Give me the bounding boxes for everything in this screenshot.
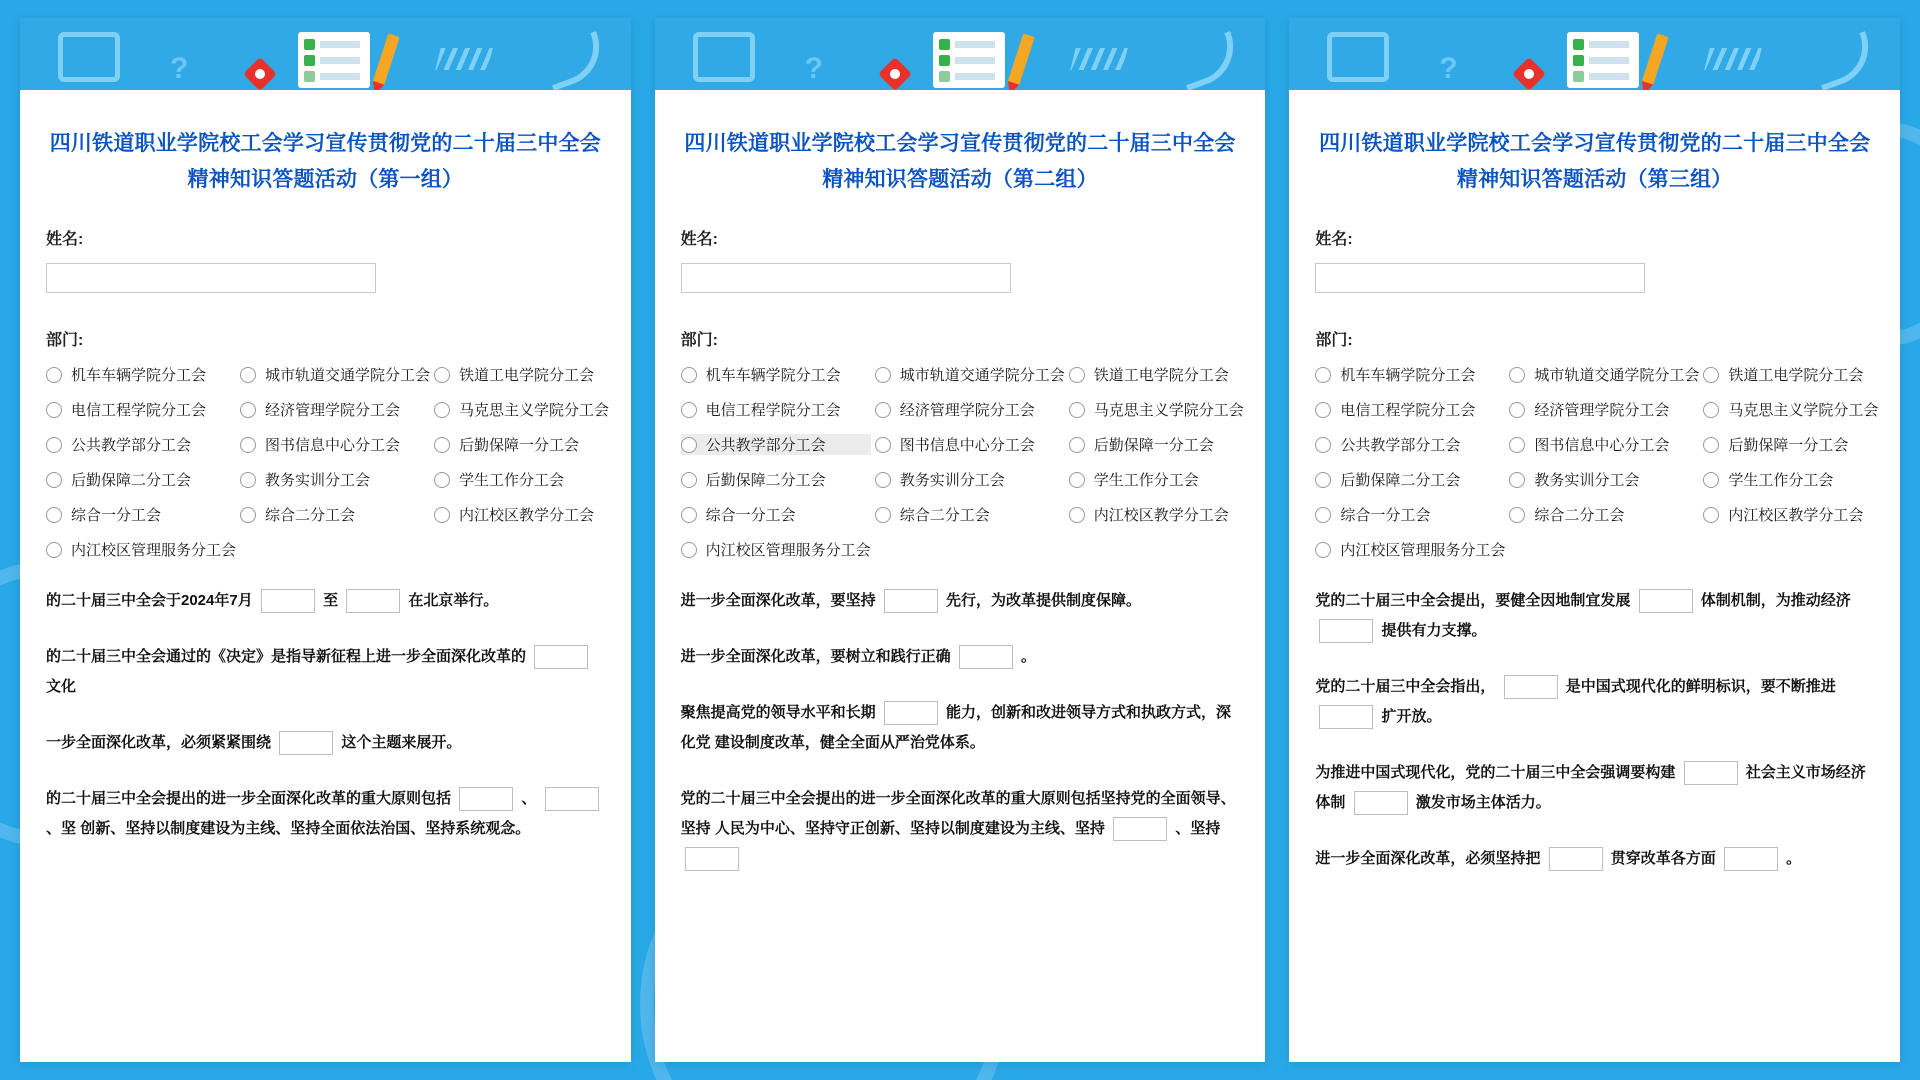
fill-blank-input[interactable] — [346, 589, 400, 613]
hatch-lines-icon — [1705, 48, 1762, 70]
question-text: 是中国式现代化的鲜明标识，要不断推进 — [1565, 678, 1836, 695]
radio-icon[interactable] — [1069, 437, 1085, 453]
radio-icon[interactable] — [240, 507, 256, 523]
page-title: 四川铁道职业学院校工会学习宣传贯彻党的二十届三中全会精神知识答题活动（第三组） — [1319, 132, 1871, 191]
fill-blank-input[interactable] — [1684, 761, 1738, 785]
dept-option-label: 综合一分工会 — [1340, 507, 1431, 524]
radio-icon[interactable] — [1703, 367, 1719, 383]
dept-option[interactable] — [681, 399, 871, 420]
dept-option[interactable] — [434, 469, 609, 490]
radio-icon[interactable] — [681, 402, 697, 418]
wave-icon — [1174, 31, 1245, 90]
radio-icon[interactable] — [1315, 472, 1331, 488]
dept-option-label: 学生工作分工会 — [1093, 472, 1199, 489]
fill-blank-input[interactable] — [279, 731, 333, 755]
dept-label: 部门: — [1315, 332, 1353, 349]
radio-icon[interactable] — [681, 472, 697, 488]
question-text: 提供有力支撑。 — [1381, 622, 1487, 639]
dept-option[interactable] — [1703, 434, 1878, 455]
question-text: 、坚持 — [1175, 820, 1221, 837]
dept-option-label: 学生工作分工会 — [459, 472, 565, 489]
dept-option-label: 机车车辆学院分工会 — [1340, 367, 1476, 384]
dept-option-label: 后勤保障一分工会 — [459, 437, 580, 454]
radio-icon[interactable] — [434, 402, 450, 418]
dept-option-label: 内江校区管理服务分工会 — [705, 542, 871, 559]
dept-option-label: 图书信息中心分工会 — [1534, 437, 1670, 454]
dept-option[interactable] — [1703, 504, 1878, 525]
question-item — [681, 784, 1240, 874]
question-item — [1315, 844, 1874, 874]
question-text: 党的二十届三中全会提出，要健全因地制宜发展 — [1315, 592, 1631, 609]
radio-icon[interactable] — [240, 402, 256, 418]
radio-icon[interactable] — [875, 402, 891, 418]
dept-option[interactable] — [240, 469, 430, 490]
question-text: 党的二十届三中全会指出， — [1315, 678, 1496, 695]
dept-option[interactable] — [1703, 399, 1878, 420]
dept-option-label: 内江校区教学分工会 — [1728, 507, 1864, 524]
question-mark-icon: ? — [170, 52, 189, 85]
dept-option-group — [681, 364, 1244, 560]
question-text: 激发市场主体活力。 — [1415, 794, 1551, 811]
dept-option[interactable] — [1069, 364, 1244, 385]
question-text: 创新、坚持以制度建设为主线、坚持全面依法治国、坚持系统观念。 — [80, 820, 531, 837]
fill-blank-input[interactable] — [884, 589, 938, 613]
question-item — [681, 642, 1240, 672]
dept-option-label: 马克思主义学院分工会 — [1093, 402, 1244, 419]
question-text: 、 — [521, 790, 537, 807]
radio-icon[interactable] — [1703, 472, 1719, 488]
red-diamond-icon — [878, 57, 912, 90]
page-title: 四川铁道职业学院校工会学习宣传贯彻党的二十届三中全会精神知识答题活动（第二组） — [684, 132, 1236, 191]
radio-icon[interactable] — [681, 437, 697, 453]
dept-option[interactable] — [681, 469, 871, 490]
dept-option-label: 马克思主义学院分工会 — [459, 402, 610, 419]
question-item — [1315, 758, 1874, 818]
pencil-icon — [1642, 33, 1669, 86]
dept-option-label: 教务实训分工会 — [265, 472, 371, 489]
dept-option-label: 教务实训分工会 — [899, 472, 1005, 489]
radio-icon[interactable] — [1315, 542, 1331, 558]
dept-option-label: 铁道工电学院分工会 — [459, 367, 595, 384]
dept-option-label: 公共教学部分工会 — [705, 437, 826, 454]
dept-option-label: 内江校区管理服务分工会 — [71, 542, 237, 559]
dept-option-group — [46, 364, 610, 560]
dept-option-label: 经济管理学院分工会 — [265, 402, 401, 419]
radio-icon[interactable] — [1069, 402, 1085, 418]
dept-option[interactable] — [1703, 364, 1878, 385]
question-text: 文化 — [46, 678, 77, 695]
fill-blank-input[interactable] — [534, 645, 588, 669]
question-text: 社会主义市场经济体制 — [1315, 764, 1866, 811]
dept-option-label: 综合一分工会 — [71, 507, 162, 524]
dept-option-label: 后勤保障二分工会 — [71, 472, 192, 489]
dept-option[interactable] — [434, 434, 609, 455]
dept-option[interactable] — [240, 364, 430, 385]
dept-option[interactable] — [46, 364, 236, 385]
name-label: 姓名: — [46, 231, 84, 248]
radio-icon[interactable] — [1315, 437, 1331, 453]
dept-option[interactable] — [1315, 364, 1505, 385]
square-outline-icon — [1327, 32, 1389, 82]
radio-icon[interactable] — [1509, 402, 1525, 418]
question-text: 先行，为改革提供制度保障。 — [946, 592, 1142, 609]
question-text: 。 — [1786, 850, 1802, 867]
dept-option[interactable] — [875, 469, 1065, 490]
radio-icon[interactable] — [434, 472, 450, 488]
dept-option[interactable] — [1703, 469, 1878, 490]
dept-option[interactable] — [434, 504, 609, 525]
fill-blank-input[interactable] — [1724, 847, 1778, 871]
dept-option-label: 电信工程学院分工会 — [71, 402, 207, 419]
question-text: 进一步全面深化改革，必须坚持把 — [1315, 850, 1541, 867]
card-body — [1289, 90, 1900, 1062]
dept-option-label: 教务实训分工会 — [1534, 472, 1640, 489]
radio-icon[interactable] — [1703, 507, 1719, 523]
question-text: 。 — [1021, 648, 1037, 665]
dept-option-label: 综合二分工会 — [265, 507, 356, 524]
dept-option[interactable] — [1069, 434, 1244, 455]
dept-option[interactable] — [46, 469, 236, 490]
question-item — [681, 586, 1240, 616]
question-text: 、坚 — [46, 820, 77, 837]
question-text: 在北京举行。 — [408, 592, 499, 609]
question-text: 进一步全面深化改革，要坚持 — [680, 592, 876, 609]
dept-option[interactable] — [434, 399, 609, 420]
dept-option[interactable] — [1509, 434, 1699, 455]
radio-icon[interactable] — [1509, 437, 1525, 453]
question-item — [1315, 586, 1874, 646]
fill-blank-input[interactable] — [685, 847, 739, 871]
radio-icon[interactable] — [434, 367, 450, 383]
question-item — [46, 642, 605, 702]
dept-option[interactable] — [240, 399, 430, 420]
dept-option-label: 经济管理学院分工会 — [1534, 402, 1670, 419]
dept-option-label: 学生工作分工会 — [1728, 472, 1834, 489]
dept-option[interactable] — [1315, 539, 1505, 560]
question-text: 至 — [323, 592, 339, 609]
radio-icon[interactable] — [46, 472, 62, 488]
question-item — [1315, 672, 1874, 732]
dept-option[interactable] — [1069, 399, 1244, 420]
radio-icon[interactable] — [1069, 472, 1085, 488]
dept-option[interactable] — [1069, 504, 1244, 525]
fill-blank-input[interactable] — [959, 645, 1013, 669]
checklist-clipboard-icon — [933, 32, 1005, 88]
fill-blank-input[interactable] — [1319, 619, 1373, 643]
dept-option-label: 后勤保障一分工会 — [1093, 437, 1214, 454]
dept-option-label: 后勤保障一分工会 — [1728, 437, 1849, 454]
pencil-icon — [372, 33, 399, 86]
question-text: 党的二十届三中全会提出的进一步全面深化改革的重大原则包括坚持党的全面领导、坚持 — [680, 790, 1236, 837]
dept-option[interactable] — [1509, 364, 1699, 385]
fill-blank-input[interactable] — [1113, 817, 1167, 841]
dept-option[interactable] — [681, 434, 871, 455]
question-mark-icon: ? — [804, 52, 823, 85]
card-banner — [655, 18, 1266, 90]
red-diamond-icon — [1512, 57, 1546, 90]
survey-card-3 — [1289, 18, 1900, 1062]
dept-option[interactable] — [1315, 504, 1505, 525]
fill-blank-input[interactable] — [1319, 705, 1373, 729]
name-input[interactable] — [46, 263, 376, 293]
dept-option[interactable] — [1315, 399, 1505, 420]
dept-option-label: 综合二分工会 — [899, 507, 990, 524]
survey-card-1 — [20, 18, 631, 1062]
dept-option-label: 马克思主义学院分工会 — [1728, 402, 1879, 419]
fill-blank-input[interactable] — [1639, 589, 1693, 613]
survey-card-2 — [655, 18, 1266, 1062]
card-banner — [20, 18, 631, 90]
question-item — [46, 784, 605, 844]
question-text: 进一步全面深化改革，要树立和践行正确 — [680, 648, 951, 665]
dept-option[interactable] — [46, 434, 236, 455]
dept-option[interactable] — [1509, 469, 1699, 490]
dept-option-label: 铁道工电学院分工会 — [1728, 367, 1864, 384]
question-text: 建设制度改革，健全全面从严治党体系。 — [714, 734, 985, 751]
fill-blank-input[interactable] — [1504, 675, 1558, 699]
radio-icon[interactable] — [875, 507, 891, 523]
question-item — [46, 586, 605, 616]
radio-icon[interactable] — [46, 542, 62, 558]
name-label: 姓名: — [1315, 231, 1353, 248]
square-outline-icon — [58, 32, 120, 82]
dept-option-label: 综合一分工会 — [705, 507, 796, 524]
radio-icon[interactable] — [1315, 507, 1331, 523]
radio-icon[interactable] — [46, 437, 62, 453]
card-body — [20, 90, 631, 1062]
card-body — [655, 90, 1266, 1062]
dept-option[interactable] — [681, 364, 871, 385]
question-text: 人民为中心、坚持守正创新、坚持以制度建设为主线、坚持 — [714, 820, 1105, 837]
hatch-lines-icon — [1070, 48, 1127, 70]
dept-option-label: 城市轨道交通学院分工会 — [1534, 367, 1700, 384]
dept-option-label: 图书信息中心分工会 — [899, 437, 1035, 454]
dept-option-label: 机车车辆学院分工会 — [71, 367, 207, 384]
dept-option[interactable] — [875, 364, 1065, 385]
question-text: 体制机制，为推动经济 — [1700, 592, 1851, 609]
dept-option[interactable] — [434, 364, 609, 385]
fill-blank-input[interactable] — [545, 787, 599, 811]
dept-option[interactable] — [1509, 504, 1699, 525]
dept-option[interactable] — [46, 399, 236, 420]
page-title: 四川铁道职业学院校工会学习宣传贯彻党的二十届三中全会精神知识答题活动（第一组） — [49, 132, 601, 191]
dept-option[interactable] — [1509, 399, 1699, 420]
red-diamond-icon — [243, 57, 277, 90]
dept-option[interactable] — [1069, 469, 1244, 490]
question-item — [46, 728, 605, 758]
dept-option[interactable] — [1315, 434, 1505, 455]
radio-icon[interactable] — [46, 402, 62, 418]
radio-icon[interactable] — [1315, 402, 1331, 418]
wave-icon — [539, 31, 610, 90]
dept-option-label: 后勤保障二分工会 — [1340, 472, 1461, 489]
radio-icon[interactable] — [240, 437, 256, 453]
question-text: 能力，创新和改进领导方式和执政方式，深化党 — [680, 704, 1232, 751]
fill-blank-input[interactable] — [261, 589, 315, 613]
dept-option-label: 后勤保障二分工会 — [705, 472, 826, 489]
radio-icon[interactable] — [240, 472, 256, 488]
radio-icon[interactable] — [681, 542, 697, 558]
fill-blank-input[interactable] — [884, 701, 938, 725]
dept-option-label: 城市轨道交通学院分工会 — [899, 367, 1065, 384]
dept-option-label: 公共教学部分工会 — [1340, 437, 1461, 454]
radio-icon[interactable] — [1069, 367, 1085, 383]
dept-option[interactable] — [240, 504, 430, 525]
question-text: 一步全面深化改革，必须紧紧围绕 — [46, 734, 272, 751]
dept-option[interactable] — [1315, 469, 1505, 490]
question-text: 扩开放。 — [1381, 708, 1442, 725]
dept-option-label: 电信工程学院分工会 — [705, 402, 841, 419]
dept-option[interactable] — [46, 504, 236, 525]
radio-icon[interactable] — [1703, 402, 1719, 418]
question-text: 贯穿改革各方面 — [1610, 850, 1716, 867]
radio-icon[interactable] — [681, 367, 697, 383]
dept-option-label: 内江校区教学分工会 — [459, 507, 595, 524]
radio-icon[interactable] — [1315, 367, 1331, 383]
dept-option-label: 综合二分工会 — [1534, 507, 1625, 524]
name-input[interactable] — [681, 263, 1011, 293]
radio-icon[interactable] — [1069, 507, 1085, 523]
radio-icon[interactable] — [46, 507, 62, 523]
question-text: 的二十届三中全会于2024年7月 — [46, 592, 253, 609]
name-label: 姓名: — [680, 231, 719, 248]
radio-icon[interactable] — [681, 507, 697, 523]
dept-option[interactable] — [875, 504, 1065, 525]
question-text: 的二十届三中全会提出的进一步全面深化改革的重大原则包括 — [46, 790, 452, 807]
dept-option-label: 城市轨道交通学院分工会 — [265, 367, 431, 384]
radio-icon[interactable] — [875, 472, 891, 488]
dept-option-label: 内江校区管理服务分工会 — [1340, 542, 1506, 559]
fill-blank-input[interactable] — [1549, 847, 1603, 871]
checklist-clipboard-icon — [1567, 32, 1639, 88]
card-banner — [1289, 18, 1900, 90]
radio-icon[interactable] — [1509, 367, 1525, 383]
radio-icon[interactable] — [1509, 472, 1525, 488]
dept-label: 部门: — [680, 332, 719, 349]
dept-option[interactable] — [46, 539, 236, 560]
question-item — [681, 698, 1240, 758]
radio-icon[interactable] — [46, 367, 62, 383]
dept-option-label: 经济管理学院分工会 — [899, 402, 1035, 419]
wave-icon — [1809, 31, 1880, 90]
dept-option-label: 图书信息中心分工会 — [265, 437, 401, 454]
dept-option-label: 铁道工电学院分工会 — [1093, 367, 1229, 384]
radio-icon[interactable] — [1509, 507, 1525, 523]
dept-option[interactable] — [875, 434, 1065, 455]
question-text: 聚焦提高党的领导水平和长期 — [680, 704, 876, 721]
radio-icon[interactable] — [1703, 437, 1719, 453]
dept-option-group — [1315, 364, 1879, 560]
dept-option[interactable] — [875, 399, 1065, 420]
fill-blank-input[interactable] — [1354, 791, 1408, 815]
hatch-lines-icon — [435, 48, 492, 70]
question-text: 为推进中国式现代化，党的二十届三中全会强调要构建 — [1315, 764, 1676, 781]
question-mark-icon: ? — [1439, 52, 1458, 85]
dept-option[interactable] — [240, 434, 430, 455]
pencil-icon — [1007, 33, 1034, 86]
radio-icon[interactable] — [434, 437, 450, 453]
checklist-clipboard-icon — [298, 32, 370, 88]
radio-icon[interactable] — [434, 507, 450, 523]
dept-option[interactable] — [681, 539, 871, 560]
dept-option-label: 内江校区教学分工会 — [1093, 507, 1229, 524]
question-text: 的二十届三中全会通过的《决定》是指导新征程上进一步全面深化改革的 — [46, 648, 527, 665]
dept-option[interactable] — [681, 504, 871, 525]
name-input[interactable] — [1315, 263, 1645, 293]
dept-option-label: 机车车辆学院分工会 — [705, 367, 841, 384]
dept-label: 部门: — [46, 332, 84, 349]
dept-option-label: 公共教学部分工会 — [71, 437, 192, 454]
question-text: 这个主题来展开。 — [341, 734, 462, 751]
square-outline-icon — [693, 32, 755, 82]
radio-icon[interactable] — [875, 367, 891, 383]
fill-blank-input[interactable] — [459, 787, 513, 811]
radio-icon[interactable] — [240, 367, 256, 383]
dept-option-label: 电信工程学院分工会 — [1340, 402, 1476, 419]
radio-icon[interactable] — [875, 437, 891, 453]
